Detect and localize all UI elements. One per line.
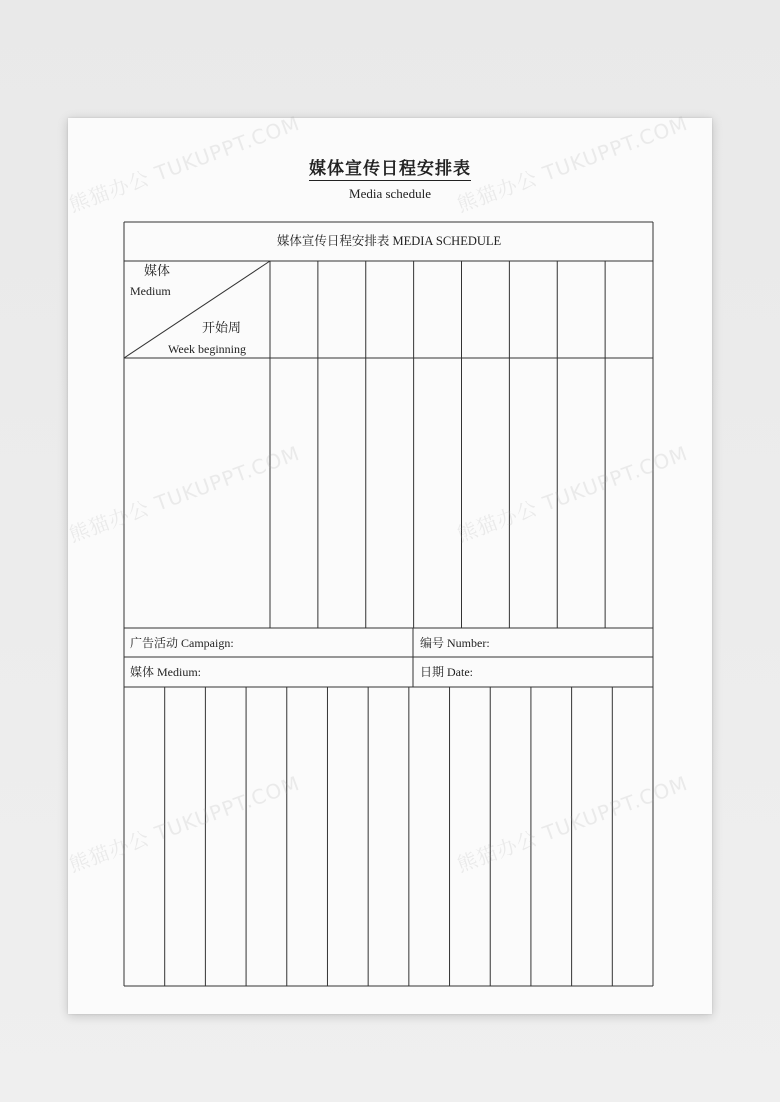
page-title-text: 媒体宣传日程安排表 [309,159,471,179]
date-field-label: 日期 Date: [420,665,473,679]
schedule-table-grid [68,118,712,1014]
watermark-text: 熊猫办公 TUKUPPT.COM [453,440,691,547]
corner-week-en: Week beginning [168,342,247,356]
corner-medium-cn: 媒体 [144,263,171,278]
corner-week-cn: 开始周 [202,320,242,335]
table-header: 媒体宣传日程安排表 MEDIA SCHEDULE [276,234,502,248]
watermark-text: 熊猫办公 TUKUPPT.COM [65,770,303,877]
page-subtitle: Media schedule [349,186,431,201]
watermark-text: 熊猫办公 TUKUPPT.COM [453,110,691,217]
corner-medium-en: Medium [130,284,171,298]
watermark-text: 熊猫办公 TUKUPPT.COM [65,110,303,217]
medium-field-label: 媒体 Medium: [130,665,201,679]
watermark-text: 熊猫办公 TUKUPPT.COM [65,440,303,547]
number-field-label: 编号 Number: [420,636,490,650]
watermark-text: 熊猫办公 TUKUPPT.COM [453,770,691,877]
document-page [65,110,712,1014]
campaign-field-label: 广告活动 Campaign: [130,636,234,650]
